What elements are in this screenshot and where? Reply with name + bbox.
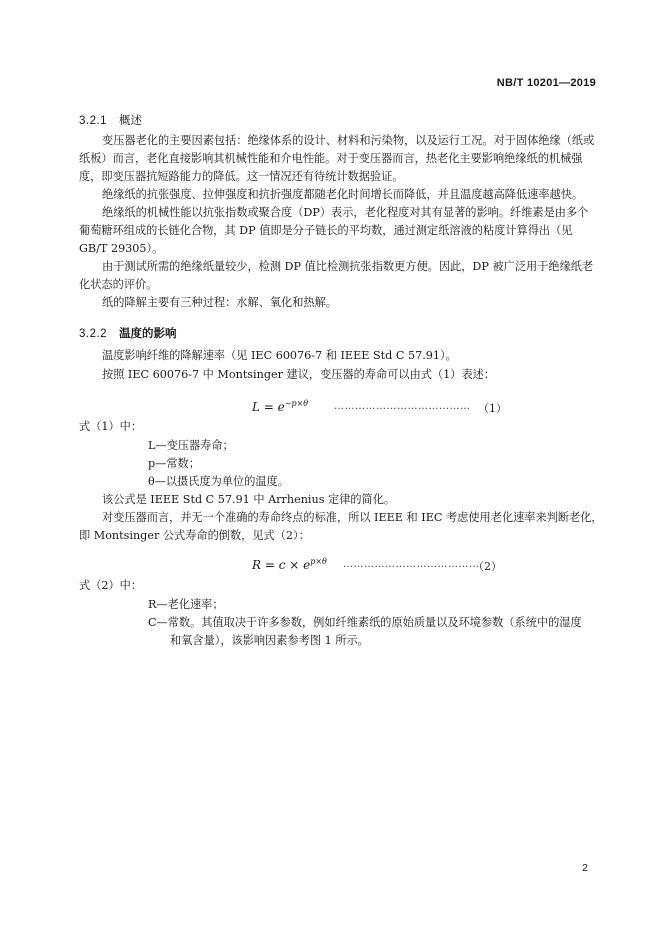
formula-lhs: L = e <box>252 400 285 414</box>
paragraph <box>79 186 599 204</box>
where-clause: 式（1）中： <box>79 420 143 433</box>
definition-item: θ—以摄氏度为单位的温度。 <box>148 475 289 488</box>
where-clause: 式（2）中： <box>79 579 143 592</box>
formula-leader-dots: ………………………………… <box>343 559 480 570</box>
formula-leader-dots: ………………………………… <box>334 401 471 412</box>
equation-number: （2） <box>473 560 502 573</box>
standard-code: NB/T 10201—2019 <box>496 77 596 89</box>
page-number: 2 <box>582 862 588 874</box>
paragraph-text: 变压器老化的主要因素包括：绝缘体系的设计、材料和污染物，以及运行工况。对于固体绝缘（纸或纸板）而言，老化直接影响其机械性能和介电性能。对于变压器而言，热老化主要影响绝缘纸的机械强度，即变压器抗短路能力的降低。这一情况还有待统计数据验证。 <box>79 134 595 183</box>
formula-exponent: −p×θ <box>284 399 309 408</box>
section-heading-3-2-1 <box>79 112 142 128</box>
paragraph <box>79 132 599 186</box>
paragraph: 该公式是 IEEE Std C 57.91 中 Arrhenius 定律的简化。 <box>102 493 396 506</box>
formula-lhs: R = c × e <box>252 558 311 572</box>
section-number: 3.2.2 <box>79 328 108 340</box>
paragraph <box>79 258 599 294</box>
definition-item-continuation: 和氧含量），该影响因素参考图 1 所示。 <box>170 634 369 647</box>
section-number: 3.2.1 <box>79 115 108 127</box>
paragraph <box>79 294 599 312</box>
paragraph: 即 Montsinger 公式寿命的倒数，见式（2）： <box>79 529 310 542</box>
paragraph-text: 纸的降解主要有三种过程：水解、氧化和热解。 <box>102 296 337 309</box>
section-title: 温度的影响 <box>119 328 177 340</box>
definition-item: C—常数。其值取决于许多参数，例如纤维素纸的原始质量以及环境参数（系统中的湿度 <box>148 616 582 629</box>
paragraph: 按照 IEC 60076-7 中 Montsinger 建议，变压器的寿命可以由式（1）表述： <box>102 368 496 381</box>
formula-2 <box>252 557 327 572</box>
paragraph-text: 由于测试所需的绝缘纸量较少，检测 DP 值比检测抗张指数更方便。因此，DP 被广泛用于绝缘纸老化状态的评价。 <box>79 260 594 291</box>
paragraph: 温度影响纤维的降解速率（见 IEC 60076-7 和 IEEE Std C 57.91）。 <box>102 349 457 362</box>
section-heading-3-2-2 <box>79 325 177 341</box>
paragraph <box>79 204 599 258</box>
paragraph-text: 绝缘纸的抗张强度、拉伸强度和抗折强度都随老化时间增长而降低，并且温度越高降低速率越快。 <box>102 188 584 201</box>
formula-exponent: p×θ <box>310 557 327 566</box>
definition-item: R—老化速率； <box>148 598 224 611</box>
section-title: 概述 <box>119 115 142 127</box>
paragraph-text: 绝缘纸的机械性能以抗张指数或聚合度（DP）表示，老化程度对其有显著的影响。纤维素是由多个葡萄糖环组成的长链化合物，其 DP 值即是分子链长的平均数，通过测定纸溶液的粘度计算得出（见 GB/T 29305）。 <box>79 206 589 255</box>
paragraph: 对变压器而言，并无一个准确的寿命终点的标准，所以 IEEE 和 IEC 考虑使用老化速率来判断老化， <box>102 511 603 524</box>
definition-item: p—常数； <box>148 457 200 470</box>
definition-item: L—变压器寿命； <box>148 439 234 452</box>
equation-number: （1） <box>478 402 507 415</box>
formula-1 <box>252 399 308 414</box>
